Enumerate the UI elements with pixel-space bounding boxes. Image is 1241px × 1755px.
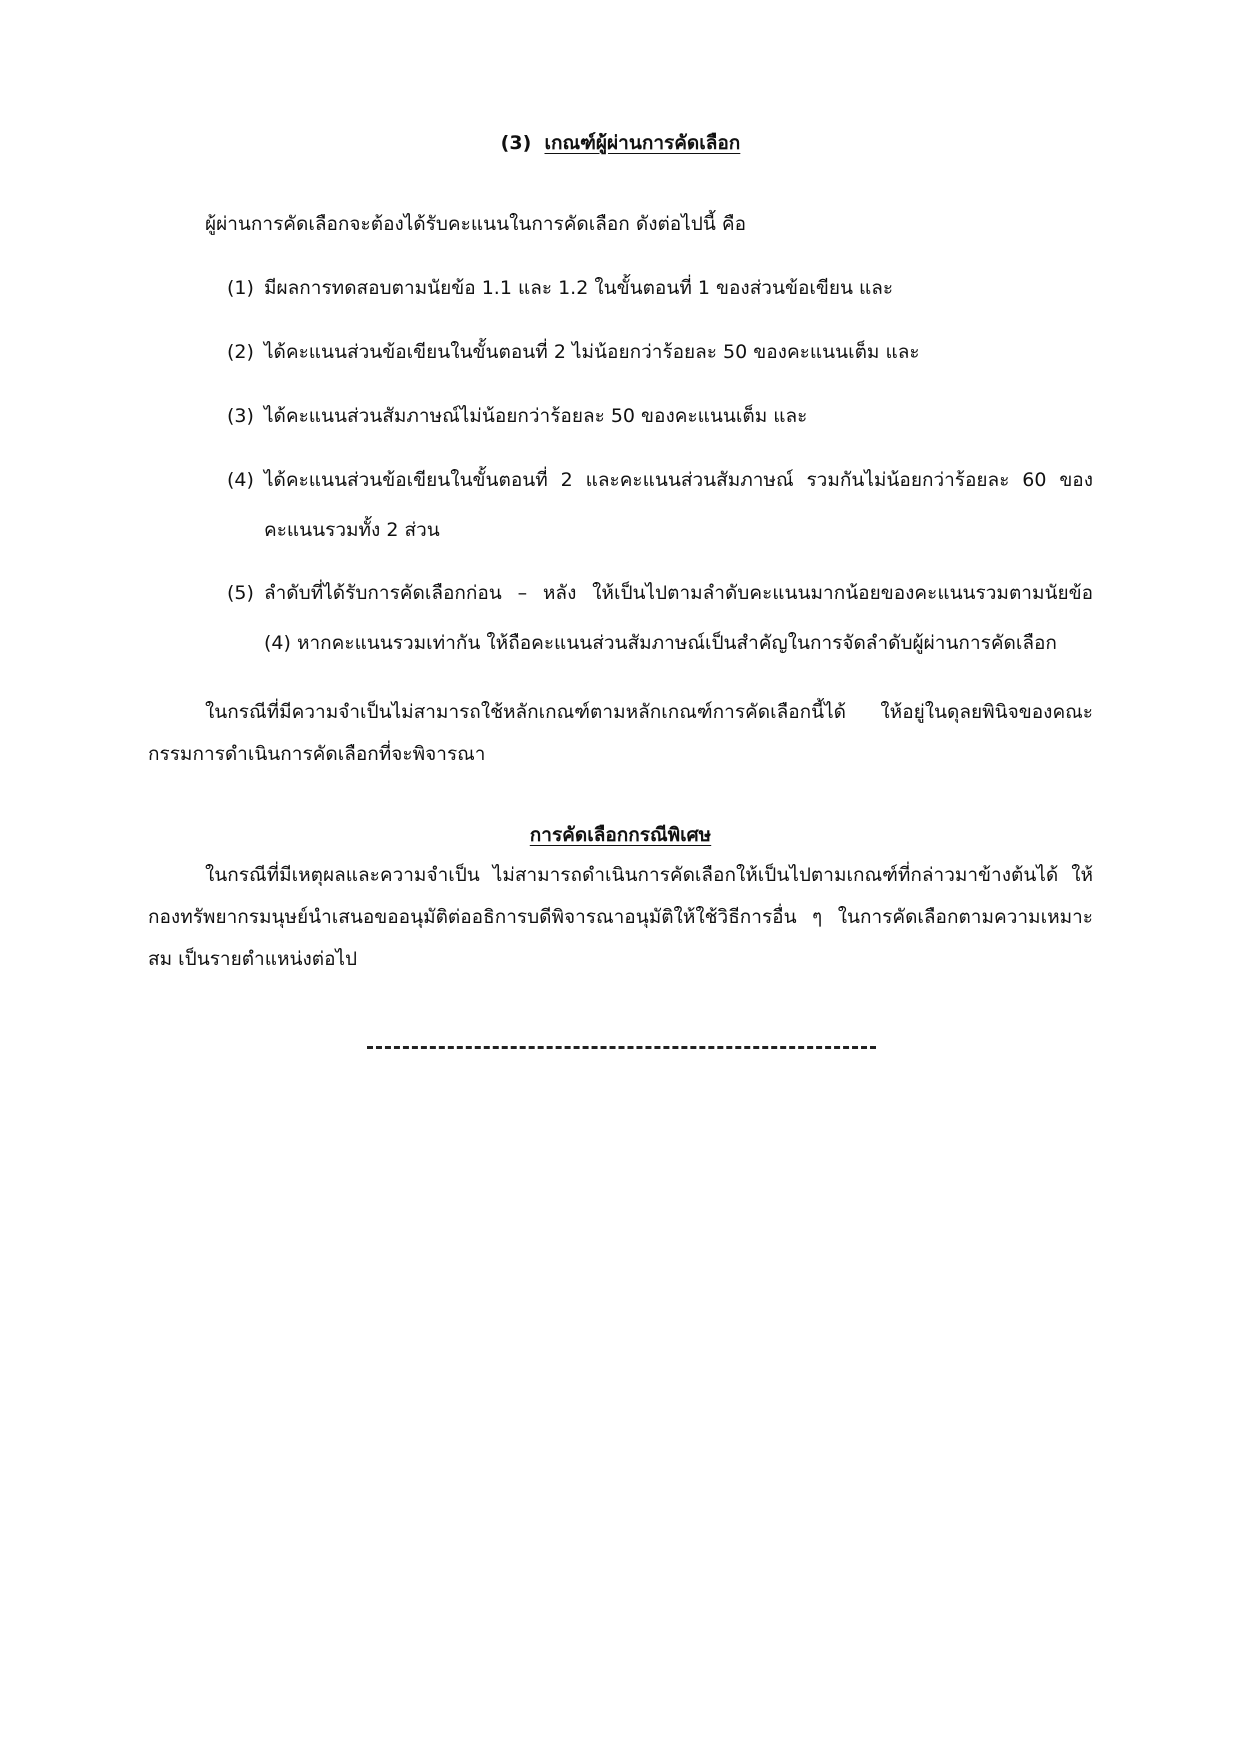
special-paragraph [148, 854, 1093, 980]
criteria-item-text: ได้คะแนนส่วนสัมภาษณ์ไม่น้อยกว่าร้อยละ 50 ของคะแนนเต็ม และ [264, 405, 808, 427]
special-heading [0, 820, 1241, 850]
criteria-item-number: (2) [227, 341, 254, 363]
criteria-number: (3) [500, 132, 532, 154]
criteria-item-1 [227, 263, 1093, 313]
criteria-item-number: (4) [227, 469, 254, 491]
criteria-item-text: มีผลการทดสอบตามนัยข้อ 1.1 และ 1.2 ในขั้นตอนที่ 1 ของส่วนข้อเขียน และ [264, 277, 894, 299]
end-divider [367, 1046, 876, 1049]
special-text: ในกรณีที่มีเหตุผลและความจำเป็น ไม่สามารถดำเนินการคัดเลือกให้เป็นไปตามเกณฑ์ที่กล่าวมาข้างต้นได้ ให้กองทรัพยากรมนุษย์นำเสนอขออนุมัติต่ออธิการบดีพิจารณาอนุมัติให้ใช้วิธีการอื่น ๆ ในการคัดเลือกตามความเหมาะสม เป็นรายตำแหน่งต่อไป [148, 864, 1093, 970]
criteria-item-3 [227, 391, 1093, 441]
criteria-item-text: ได้คะแนนส่วนข้อเขียนในขั้นตอนที่ 2 และคะแนนส่วนสัมภาษณ์ รวมกันไม่น้อยกว่าร้อยละ 60 ของคะแนนรวมทั้ง 2 ส่วน [264, 469, 1093, 541]
criteria-item-number: (5) [227, 582, 254, 604]
criteria-title: เกณฑ์ผู้ผ่านการคัดเลือก [544, 132, 741, 154]
criteria-item-number: (3) [227, 405, 254, 427]
criteria-heading [0, 128, 1241, 158]
criteria-item-text: ลำดับที่ได้รับการคัดเลือกก่อน – หลัง ให้เป็นไปตามลำดับคะแนนมากน้อยของคะแนนรวมตามนัยข้อ (4) หากคะแนนรวมเท่ากัน ให้ถือคะแนนส่วนสัมภาษณ์เป็นสำคัญในการจัดลำดับผู้ผ่านการคัดเลือก [264, 582, 1093, 654]
criteria-item-2 [227, 327, 1093, 377]
criteria-item-text: ได้คะแนนส่วนข้อเขียนในขั้นตอนที่ 2 ไม่น้อยกว่าร้อยละ 50 ของคะแนนเต็ม และ [264, 341, 920, 363]
criteria-item-5 [227, 568, 1093, 668]
criteria-intro: ผู้ผ่านการคัดเลือกจะต้องได้รับคะแนนในการคัดเลือก ดังต่อไปนี้ คือ [205, 213, 746, 235]
discretion-text: ในกรณีที่มีความจำเป็นไม่สามารถใช้หลักเกณฑ์ตามหลักเกณฑ์การคัดเลือกนี้ได้ ให้อยู่ในดุลยพินิจของคณะกรรมการดำเนินการคัดเลือกที่จะพิจารณา [148, 701, 1093, 765]
criteria-item-number: (1) [227, 277, 254, 299]
discretion-paragraph [148, 691, 1093, 775]
criteria-item-4 [227, 455, 1093, 555]
special-title: การคัดเลือกกรณีพิเศษ [529, 824, 712, 846]
